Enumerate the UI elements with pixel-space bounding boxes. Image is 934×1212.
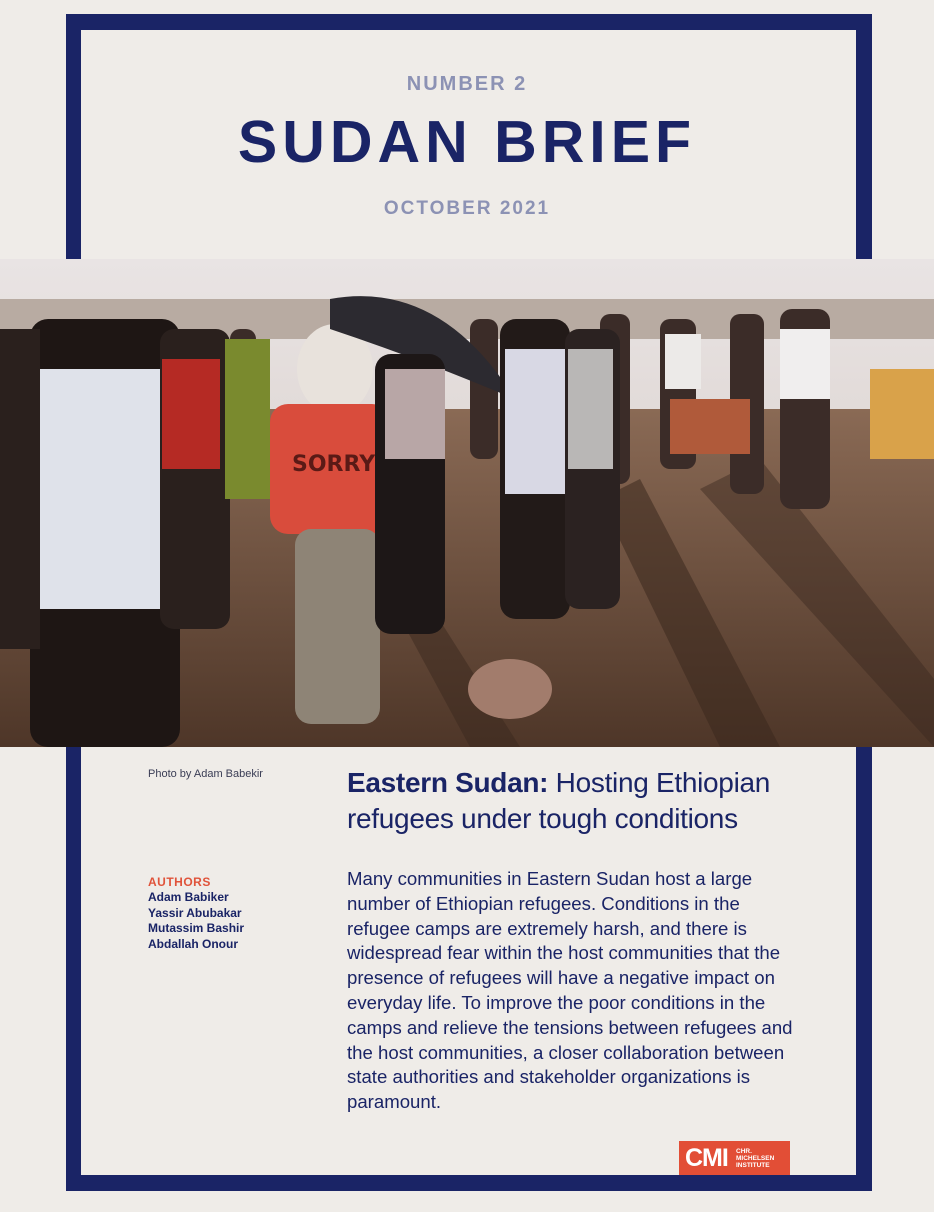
author-name: Abdallah Onour — [148, 936, 238, 951]
logo-line: CHR. — [736, 1148, 752, 1155]
authors-label: AUTHORS — [148, 875, 211, 889]
article-headline — [347, 765, 847, 837]
article-summary: Many communities in Eastern Sudan host a large number of Ethiopian refugees. Conditions in the refugee camps are extremely harsh, and there is widespread fear within the host communities that the presence of refugees will have a negative impact on everyday life. To improve the poor conditions in the camps and relieve the tensions between refugees and the host communities, a closer collaboration between state authorities and stakeholder organizations is paramount. — [347, 868, 793, 1113]
photo-credit: Photo by Adam Babekir — [148, 768, 263, 780]
cmi-logo — [679, 1141, 790, 1175]
headline-bold: Eastern Sudan: — [347, 767, 549, 798]
logo-abbreviation: CMI — [685, 1144, 728, 1172]
issue-number: NUMBER 2 — [406, 73, 528, 95]
authors-list — [148, 890, 244, 952]
author-name: Mutassim Bashir — [148, 921, 245, 935]
logo-fullname — [736, 1148, 774, 1169]
publication-title: SUDAN BRIEF — [237, 109, 697, 175]
author-name: Adam Babiker — [148, 890, 229, 904]
cover-photo — [0, 259, 934, 747]
headline-rest: Hosting Ethiopian refugees under tough conditions — [347, 767, 771, 834]
shirt-text: SORRY — [292, 452, 376, 477]
logo-line: INSTITUTE — [736, 1162, 770, 1169]
author-name: Yassir Abubakar — [148, 905, 242, 920]
logo-line: MICHELSEN — [736, 1155, 775, 1162]
issue-date: OCTOBER 2021 — [383, 198, 551, 219]
